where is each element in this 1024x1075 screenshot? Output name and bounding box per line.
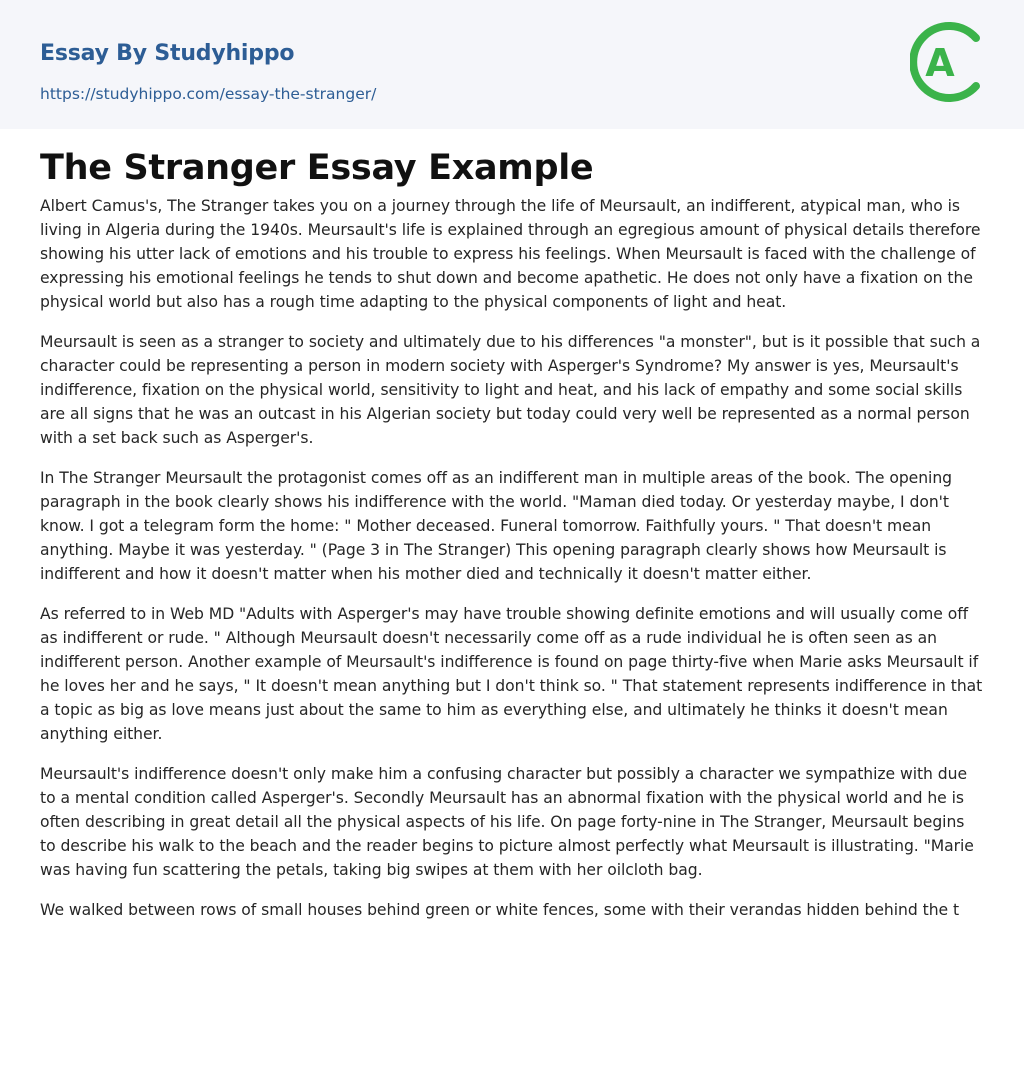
page-title: The Stranger Essay Example xyxy=(40,148,594,188)
paragraph: We walked between rows of small houses behind green or white fences, some with their verandas hidden behind the t xyxy=(40,901,960,919)
site-brand[interactable]: Essay By Studyhippo xyxy=(40,41,295,66)
logo-letter: A xyxy=(925,41,955,85)
paragraph: Albert Camus's, The Stranger takes you on a journey through the life of Meursault, an indifferent, atypical man, who is living in Algeria during the 1940s. Meursault's life is explained through an egregious amount of physical details therefore showing his utter lack of emotions and his trouble to express his feelings. When Meursault is faced with the challenge of expressing his emotional feelings he tends to shut down and become apathetic. He does not only have a fixation on the physical world but also has a rough time adapting to the physical components of light and heat. xyxy=(40,197,981,311)
paragraph: As referred to in Web MD "Adults with Asperger's may have trouble showing definite emotions and will usually come off as indifferent or rude. " Although Meursault doesn't necessarily come off as a rude individual he is often seen as an indifferent person. Another example of Meursault's indifference is found on page thirty-five when Marie asks Meursault if he loves her and he says, " It doesn't mean anything but I don't think so. " That statement represents indifference in that a topic as big as love means just about the same to him as everything else, and ultimately he thinks it doesn't mean anything either. xyxy=(40,605,983,743)
essay-body xyxy=(40,194,984,938)
paragraph: Meursault is seen as a stranger to society and ultimately due to his differences "a monster", but is it possible that such a character could be representing a person in modern society with Asperger's Syndrome? My answer is yes, Meursault's indifference, fixation on the physical world, sensitivity to light and heat, and his lack of empathy and some social skills are all signs that he was an outcast in his Algerian society but today could very well be represented as a normal person with a set back such as Asperger's. xyxy=(40,333,981,447)
paragraph: Meursault's indifference doesn't only make him a confusing character but possibly a character we sympathize with due to a mental condition called Asperger's. Secondly Meursault has an abnormal fixation with the physical world and he is often describing in great detail all the physical aspects of his life. On page forty-nine in The Stranger, Meursault begins to describe his walk to the beach and the reader begins to picture almost perfectly what Meursault is illustrating. "Marie was having fun scattering the petals, taking big swipes at them with her oilcloth bag. xyxy=(40,765,974,879)
source-url-link[interactable]: https://studyhippo.com/essay-the-stranger/ xyxy=(40,85,377,103)
paragraph: In The Stranger Meursault the protagonist comes off as an indifferent man in multiple areas of the book. The opening paragraph in the book clearly shows his indifference with the world. "Maman died today. Or yesterday maybe, I don't know. I got a telegram form the home: " Mother deceased. Funeral tomorrow. Faithfully yours. " That doesn't mean anything. Maybe it was yesterday. " (Page 3 in The Stranger) This opening paragraph clearly shows how Meursault is indifferent and how it doesn't matter when his mother died and technically it doesn't matter either. xyxy=(40,469,953,583)
studyhippo-logo-icon[interactable] xyxy=(910,18,990,106)
